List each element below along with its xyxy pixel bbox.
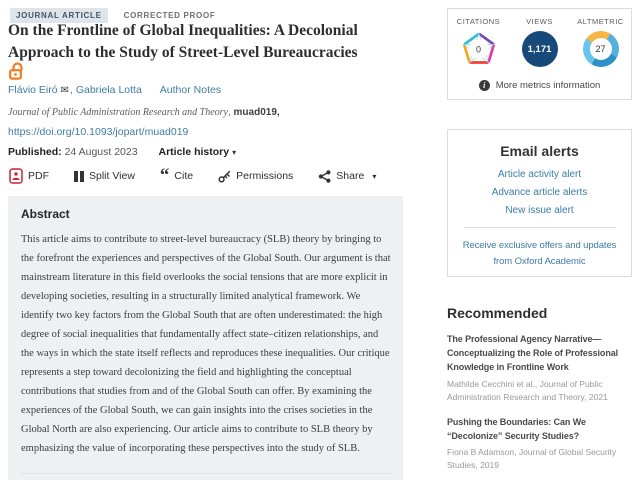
split-view-icon [74,171,84,182]
title-line-2: Approach to the Study of Street-Level Bureaucracies [8,44,358,61]
metrics-panel [447,8,632,100]
chevron-down-icon: ▾ [372,171,377,181]
split-view-button[interactable] [74,170,135,182]
new-issue-alert-link[interactable]: New issue alert [505,205,574,216]
author-link-1[interactable]: Flávio Eiró [8,84,58,96]
email-envelope-icon[interactable]: ✉ [60,85,69,96]
recommended-item [447,415,634,472]
citations-label: CITATIONS [456,17,501,26]
doi-link[interactable]: https://doi.org/10.1093/jopart/muad019 [8,126,189,138]
citations-metric [450,17,508,67]
pdf-label: PDF [28,170,49,182]
abstract-text: This article aims to contribute to street-level bureaucracy (SLB) theory by bringing to the forefront the experiences and perspectives of the Global South. Our argument is that mainstream literature in this field overlooks the social tensions that are more explicit in developing societies, resulting in a structurally limited analytical framework. We identify two key factors from the Global South that are often underestimated: the high degree of social inequalities that fundamentally affect state–citizen relationships, and the ways in which the state itself reflects and reproduces these inequalities. Our critique represents a step toward decolonizing the field and highlighting the conceptual contributions that studies from and of the Global South can offer. By examining the experiences of the Global South, we can gain insights into the crises societies in the Global North are also experiencing. Our article aims to contribute to SLB theory by emphasizing the value of incorporating these perspectives into the study of SLB. [21,234,391,454]
share-button[interactable] [318,170,376,183]
email-alerts-heading: Email alerts [500,143,579,159]
views-badge [522,31,558,67]
recommended-item-meta: Fiona B Adamson, Journal of Global Security Studies, 2019 [447,447,617,471]
cite-label: Cite [174,170,194,182]
more-metrics-label: More metrics information [495,80,601,91]
cite-button[interactable] [159,164,194,186]
abstract-divider [20,473,393,474]
altmetric-metric [572,17,630,67]
views-label: VIEWS [526,17,553,26]
share-icon [318,170,331,183]
published-row [8,146,236,158]
recommended-item-meta: Mathilde Cecchini et al., Journal of Public Administration Research and Theory, 2021 [447,378,608,402]
recommended-item-title[interactable]: The Professional Agency Narrative—Conceptualizing the Role of Professional Knowledge in Frontline Work [447,334,619,373]
altmetric-badge[interactable] [583,31,619,67]
author-row [8,84,221,96]
recommended-item-title[interactable]: Pushing the Boundaries: Can We “Decolonize” Security Studies? [447,416,586,441]
altmetric-score: 27 [590,38,612,60]
citations-count: 0 [469,40,488,59]
article-toolbar [9,164,377,186]
open-access-icon [8,62,25,80]
article-type-badge: JOURNAL ARTICLE [10,8,108,23]
published-label: Published: [8,146,62,158]
abstract-heading: Abstract [21,207,70,221]
views-count: 1,171 [527,43,552,55]
quote-icon: “ [159,164,170,186]
pdf-icon [9,168,23,184]
dimensions-citations-badge[interactable] [461,31,497,67]
split-view-label: Split View [89,170,135,182]
corrected-proof-label: CORRECTED PROOF [123,11,216,20]
permissions-button[interactable] [218,170,293,183]
journal-name: Journal of Public Administration Research and Theory [8,107,228,118]
article-title [8,20,358,64]
key-icon [218,170,231,183]
email-alerts-panel [447,129,632,277]
recommended-heading: Recommended [447,305,548,321]
doi-row [8,126,188,138]
altmetric-label: ALTMETRIC [577,17,624,26]
views-metric [511,17,569,67]
abstract-section [8,196,403,480]
permissions-label: Permissions [236,170,294,182]
article-activity-alert-link[interactable]: Article activity alert [497,169,582,180]
author-notes-link[interactable]: Author Notes [159,84,222,96]
info-icon: i [479,80,490,91]
pdf-button[interactable] [9,168,49,184]
journal-citation-line: Journal of Public Administration Research and Theory, muad019, [8,107,280,118]
published-date: 24 August 2023 [64,146,138,158]
oxford-offers-link[interactable]: Receive exclusive offers and updates from Oxford Academic [462,240,617,267]
article-id: muad019, [230,107,280,118]
recommended-item [447,332,634,404]
advance-article-alerts-link[interactable]: Advance article alerts [491,187,588,198]
title-line-1: On the Frontline of Global Inequalities: A Decolonial [8,22,358,39]
recommended-section [447,305,635,472]
article-history-toggle[interactable]: Article history ▾ [158,146,237,158]
author-link-2[interactable]: , Gabriela Lotta [70,84,142,96]
chevron-down-icon: ▾ [232,148,237,157]
share-label: Share [336,170,365,182]
more-metrics-link[interactable] [448,80,631,91]
email-alerts-divider [464,227,616,228]
